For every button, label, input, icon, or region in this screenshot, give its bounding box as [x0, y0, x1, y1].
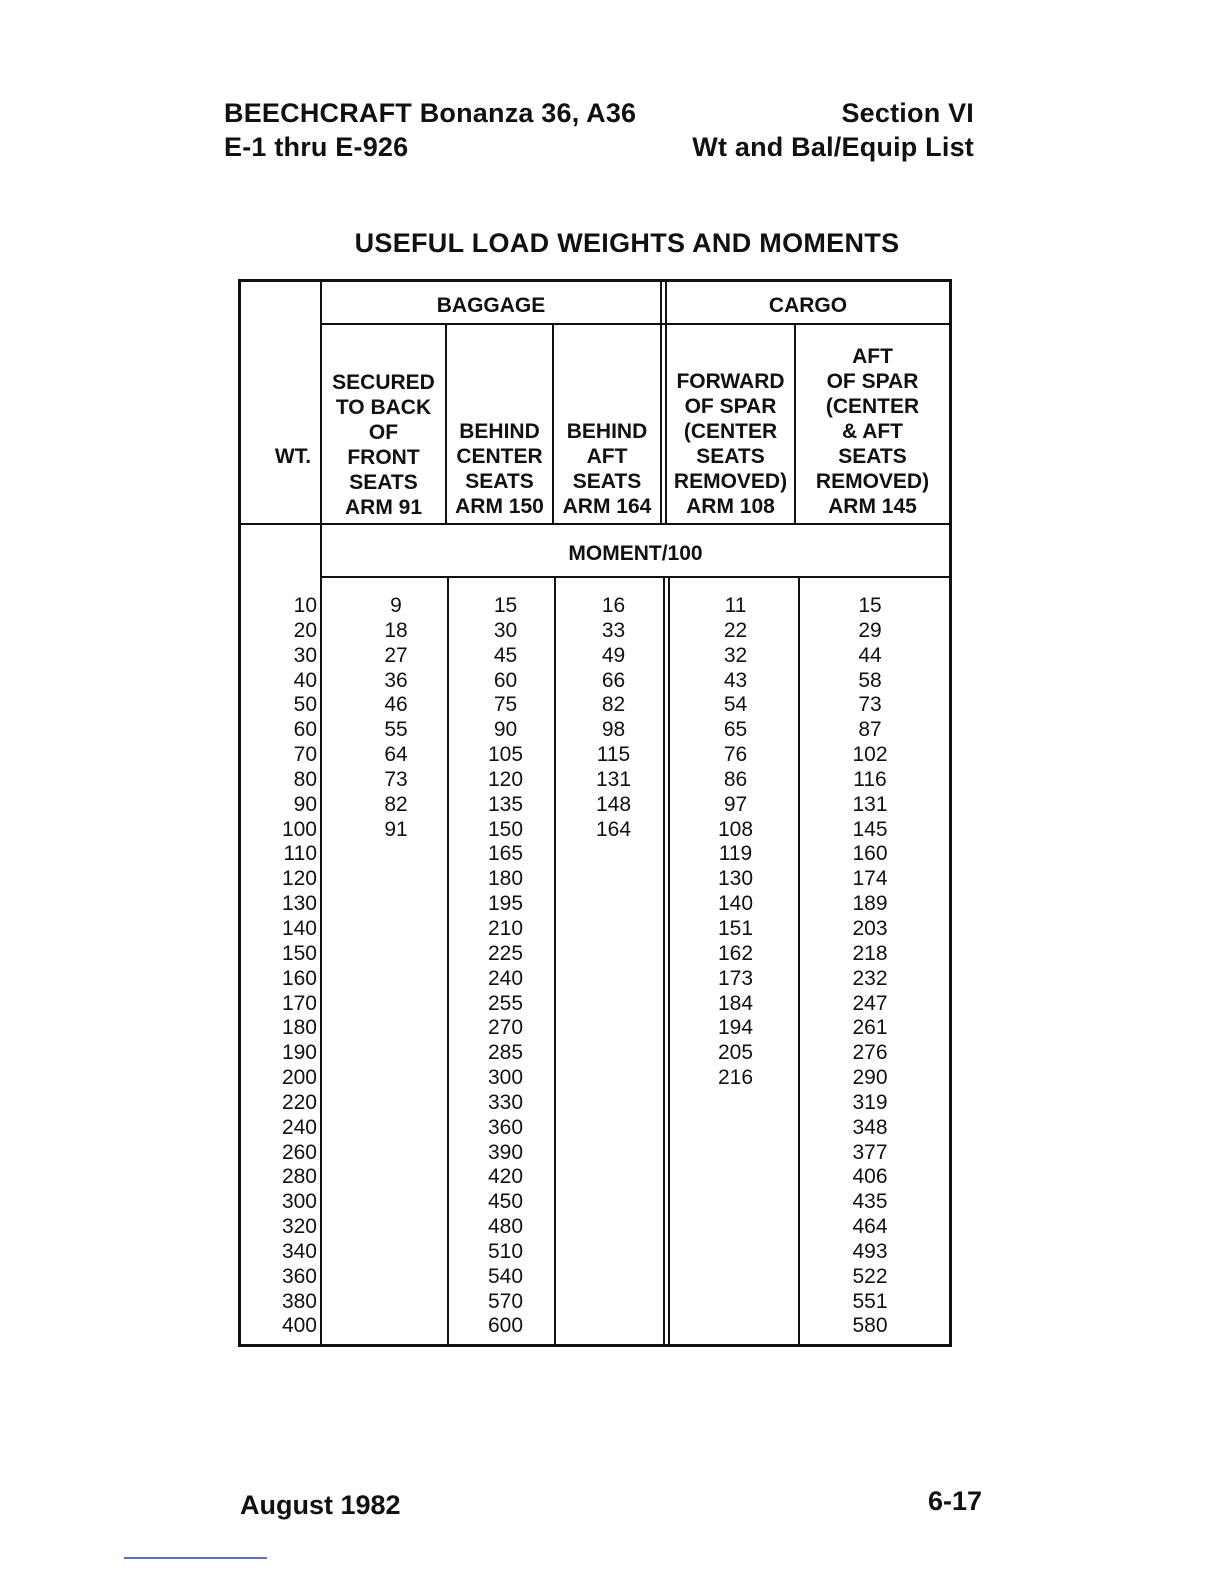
moment-cell: 135	[487, 792, 524, 816]
moment-cell: 22	[723, 618, 748, 642]
moment-cell: 131	[595, 767, 632, 791]
weight-cell: 380	[281, 1289, 317, 1313]
weight-cell: 80	[293, 767, 317, 791]
header-subject-line: Wt and Bal/Equip List	[692, 132, 974, 162]
moment-cell: 82	[601, 693, 626, 717]
weight-cell: 200	[281, 1066, 317, 1090]
weight-cell: 170	[281, 991, 317, 1015]
moment-cell: 33	[601, 618, 626, 642]
header-aircraft-model	[224, 96, 636, 164]
header-model-line: BEECHCRAFT Bonanza 36, A36	[224, 98, 637, 128]
weight-cell: 30	[293, 643, 317, 667]
weight-cell: 240	[281, 1115, 317, 1139]
weight-cell: 140	[281, 916, 317, 940]
moment-cell: 406	[852, 1165, 888, 1189]
weight-cell: 160	[281, 966, 317, 990]
moment-cell: 27	[384, 643, 408, 667]
moment-cell: 43	[723, 668, 748, 692]
moment-cell: 203	[852, 916, 888, 940]
weight-cell: 50	[293, 693, 317, 717]
moment-cell: 91	[384, 817, 408, 841]
moment-cell: 216	[717, 1066, 754, 1090]
weight-cell: 190	[281, 1041, 317, 1065]
moment-cell: 65	[723, 718, 748, 742]
moment-cell: 76	[723, 743, 748, 767]
moment-cell: 90	[493, 718, 518, 742]
moment-cell: 240	[487, 966, 524, 990]
moment-cell: 276	[852, 1041, 888, 1065]
moment-cell: 29	[858, 618, 882, 642]
moment-cell: 73	[858, 693, 882, 717]
weight-cell: 100	[281, 817, 317, 841]
moment-cell: 300	[487, 1066, 524, 1090]
moment-cell: 9	[390, 594, 402, 617]
moment-cell: 102	[852, 743, 888, 767]
rule-header-bottom	[241, 523, 949, 525]
moment-cell: 108	[717, 817, 754, 841]
baggage-header: BAGGAGE	[436, 294, 546, 317]
moment-cell: 464	[852, 1215, 888, 1239]
moment-column-front-seats	[341, 594, 451, 842]
weight-cell: 90	[293, 792, 317, 816]
moment-cell: 130	[717, 867, 754, 891]
moment-cell: 189	[852, 892, 888, 916]
moment-cell: 58	[858, 668, 882, 692]
useful-load-table	[238, 279, 952, 1347]
moment-cell: 173	[717, 966, 754, 990]
moment-cell: 66	[601, 668, 626, 692]
moment-cell: 151	[717, 916, 754, 940]
header-serial-line: E-1 thru E-926	[224, 132, 409, 162]
moment-cell: 119	[718, 842, 753, 866]
footer-date: August 1982	[240, 1490, 401, 1520]
col-header-forward-spar: FORWARD OF SPAR (CENTER SEATS REMOVED) ARM 108	[673, 370, 788, 518]
weight-cell: 110	[283, 842, 317, 866]
moment-cell: 36	[384, 668, 408, 692]
moment-cell: 15	[858, 594, 882, 617]
moment-cell: 420	[487, 1165, 524, 1189]
moment-cell: 11	[724, 594, 747, 617]
weight-cell: 20	[293, 618, 317, 642]
moment-cell: 195	[487, 892, 524, 916]
moment-cell: 55	[384, 718, 408, 742]
moment-label: MOMENT/100	[568, 542, 703, 565]
table-title: USEFUL LOAD WEIGHTS AND MOMENTS	[354, 228, 900, 258]
weight-column	[265, 594, 321, 1339]
moment-cell: 255	[487, 991, 524, 1015]
weight-cell: 120	[281, 867, 317, 891]
moment-cell: 247	[852, 991, 888, 1015]
moment-cell: 218	[852, 941, 888, 965]
moment-cell: 82	[384, 792, 408, 816]
moment-cell: 140	[717, 892, 754, 916]
weight-cell: 280	[281, 1165, 317, 1189]
moment-cell: 73	[384, 767, 408, 791]
moment-cell: 46	[384, 693, 408, 717]
moment-cell: 18	[384, 618, 408, 642]
moment-cell: 150	[487, 817, 524, 841]
moment-cell: 600	[487, 1314, 524, 1338]
moment-cell: 115	[596, 743, 631, 767]
moment-cell: 348	[852, 1115, 888, 1139]
moment-cell: 145	[852, 817, 888, 841]
weight-cell: 320	[281, 1215, 317, 1239]
weight-header: WT.	[274, 445, 312, 468]
moment-cell: 285	[487, 1041, 524, 1065]
moment-cell: 261	[852, 1016, 888, 1040]
weight-cell: 10	[293, 594, 317, 617]
moment-cell: 360	[487, 1115, 524, 1139]
col-header-aft-seats: BEHIND AFT SEATS ARM 164	[562, 420, 652, 518]
moment-cell: 60	[493, 668, 518, 692]
moment-cell: 64	[384, 743, 408, 767]
moment-cell: 377	[852, 1140, 888, 1164]
header-section	[692, 96, 974, 164]
moment-cell: 493	[852, 1239, 888, 1263]
weight-cell: 220	[281, 1090, 317, 1114]
weight-cell: 70	[293, 743, 317, 767]
scan-artifact-rule	[124, 1557, 267, 1559]
moment-cell: 162	[717, 941, 754, 965]
moment-column-center-seats	[453, 594, 558, 1339]
moment-cell: 164	[595, 817, 632, 841]
moment-cell: 450	[487, 1190, 524, 1214]
moment-cell: 225	[487, 941, 524, 965]
weight-cell: 130	[281, 892, 317, 916]
weight-cell: 60	[293, 718, 317, 742]
moment-cell: 86	[723, 767, 748, 791]
moment-cell: 232	[852, 966, 888, 990]
moment-cell: 131	[852, 792, 888, 816]
rule-group	[320, 323, 949, 325]
footer-page-number: 6-17	[928, 1486, 983, 1516]
moment-cell: 270	[487, 1016, 524, 1040]
moment-cell: 570	[487, 1289, 524, 1313]
moment-cell: 435	[852, 1190, 888, 1214]
moment-column-forward-spar	[678, 594, 793, 1091]
col-header-center-seats: BEHIND CENTER SEATS ARM 150	[455, 420, 544, 518]
header-section-line: Section VI	[841, 98, 974, 128]
col-header-front-seats: SECURED TO BACK OF FRONT SEATS ARM 91	[332, 371, 435, 519]
moment-cell: 49	[601, 643, 626, 667]
moment-cell: 15	[493, 594, 518, 617]
divider-col4-body	[798, 578, 800, 1344]
moment-cell: 105	[487, 743, 524, 767]
moment-cell: 16	[601, 594, 626, 617]
moment-cell: 319	[852, 1090, 888, 1114]
moment-cell: 205	[717, 1041, 754, 1065]
weight-cell: 260	[281, 1140, 317, 1164]
weight-cell: 360	[281, 1264, 317, 1288]
moment-cell: 97	[723, 792, 748, 816]
moment-column-aft-seats	[561, 594, 666, 842]
moment-cell: 480	[487, 1215, 524, 1239]
moment-cell: 165	[487, 842, 524, 866]
weight-cell: 150	[281, 941, 317, 965]
weight-cell: 40	[293, 668, 317, 692]
moment-cell: 120	[487, 767, 524, 791]
moment-cell: 75	[493, 693, 518, 717]
moment-cell: 551	[852, 1289, 888, 1313]
weight-cell: 180	[281, 1016, 317, 1040]
weight-cell: 400	[281, 1314, 317, 1338]
moment-cell: 44	[858, 643, 882, 667]
moment-cell: 30	[493, 618, 518, 642]
moment-cell: 290	[852, 1066, 888, 1090]
moment-cell: 148	[595, 792, 632, 816]
col-header-aft-spar: AFT OF SPAR (CENTER & AFT SEATS REMOVED) ARM 145	[815, 345, 930, 518]
moment-cell: 522	[852, 1264, 888, 1288]
divider-group-a	[660, 282, 662, 524]
moment-cell: 510	[487, 1239, 524, 1263]
weight-cell: 340	[281, 1239, 317, 1263]
moment-cell: 116	[853, 767, 887, 791]
moment-cell: 184	[717, 991, 754, 1015]
moment-cell: 210	[487, 916, 524, 940]
moment-column-aft-spar	[806, 594, 934, 1339]
moment-cell: 330	[487, 1090, 524, 1114]
weight-cell: 300	[281, 1190, 317, 1214]
divider-group-b-body	[668, 578, 670, 1344]
moment-cell: 160	[852, 842, 888, 866]
moment-cell: 174	[852, 867, 888, 891]
rule-moment-bottom	[320, 576, 949, 578]
moment-cell: 54	[723, 693, 748, 717]
moment-cell: 540	[487, 1264, 524, 1288]
cargo-header: CARGO	[768, 294, 848, 317]
moment-cell: 45	[493, 643, 518, 667]
moment-cell: 194	[717, 1016, 754, 1040]
moment-cell: 87	[858, 718, 882, 742]
moment-cell: 580	[852, 1314, 888, 1338]
moment-cell: 98	[601, 718, 626, 742]
moment-cell: 32	[723, 643, 748, 667]
moment-cell: 180	[487, 867, 524, 891]
moment-cell: 390	[487, 1140, 524, 1164]
